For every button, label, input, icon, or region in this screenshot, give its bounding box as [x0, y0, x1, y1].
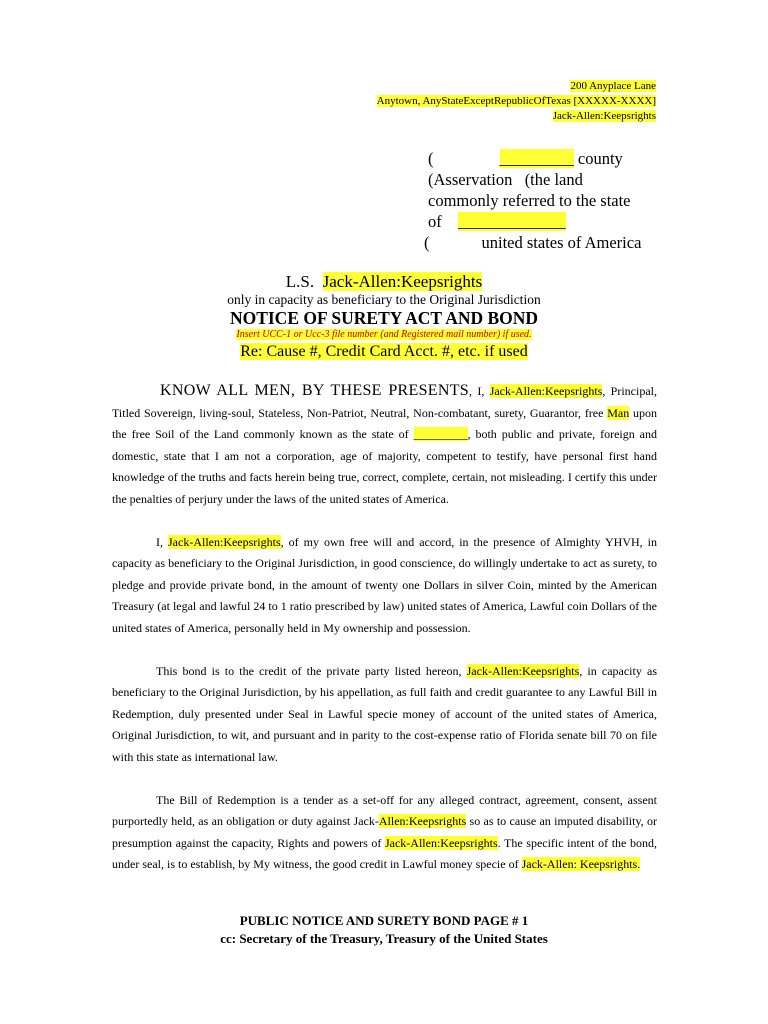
ls-name: Jack-Allen:Keepsrights [322, 272, 483, 291]
venue-asservation-line: (Asservation (the land [428, 170, 583, 189]
footer-page-label: PUBLIC NOTICE AND SURETY BOND PAGE # 1 [239, 913, 529, 928]
re-line: Re: Cause #, Credit Card Acct. #, etc. if used [240, 343, 528, 360]
venue-commonly-line: commonly referred to the state [428, 191, 631, 210]
venue-usa-line: ( united states of America [424, 233, 642, 252]
venue-state-line: of _____________ [428, 212, 566, 231]
address-line-1: 200 Anyplace Lane [570, 80, 656, 92]
paragraph-surety: I, Jack-Allen:Keepsrights, of my own free will and accord, in the presence of Almighty YHVH, in capacity as beneficiary to the Original Jurisdiction, in good conscience, do willingly undertake to act as surety, to pledge and provide private bond, in the amount of twenty one Dollars in silver Coin, minted by the American Treasury (at legal and lawful 24 to 1 ratio prescribed by law) united states of America, Lawful coin Dollars of the united states of America, personally held in My ownership and possession. [112, 534, 658, 635]
state-blank: _____________ [458, 212, 566, 231]
paragraph-know-all-men: KNOW ALL MEN, BY THESE PRESENTS, I, Jack-Allen:Keepsrights, Principal, Titled Sovereign, living-soul, Stateless, Non-Patriot, Neutral, Non-combatant, surety, Guarantor, free Man upon the free Soil of the Land commonly known as the state of _________, both public and private, foreign and domestic, state that I am not a corporation, age of majority, competent to testify, have personal first hand knowledge of the truths and facts herein being true, correct, complete, certain, not misleading. I certify this under the penalties of perjury under the laws of the united states of America. [112, 382, 658, 506]
footer-cc-line: cc: Secretary of the Treasury, Treasury of the United States [220, 931, 548, 946]
document-title: NOTICE OF SURETY ACT AND BOND [229, 308, 539, 328]
venue-block [424, 148, 668, 253]
sender-address [377, 79, 656, 124]
document-body [112, 380, 657, 897]
address-line-2: Anytown, AnyStateExceptRepublicOfTexas [XXXXX-XXXX] [376, 95, 656, 107]
page-footer [0, 912, 768, 948]
county-blank: _________ [499, 149, 574, 168]
insert-note: Insert UCC-1 or Ucc-3 file number (and Registered mail number) if used. [236, 329, 532, 340]
capacity-line: only in capacity as beneficiary to the Original Jurisdiction [227, 292, 541, 307]
paragraph-bond-credit: This bond is to the credit of the private party listed hereon, Jack-Allen:Keepsrights, in capacity as beneficiary to the Original Jurisdiction, by his appellation, as full faith and credit guarantee to any Lawful Bill in Redemption, duly presented under Seal in Lawful specie money of account of the united states of America, Original Jurisdiction, to wit, and pursuant and in parity to the cost-expense ratio of Florida senate bill 70 on file with this state as international law. [112, 663, 657, 764]
address-line-3: Jack-Allen:Keepsrights [552, 110, 656, 122]
paragraph-bill-of-redemption: The Bill of Redemption is a tender as a set-off for any alleged contract, agreement, consent, assent purportedly held, as an obligation or duty against Jack-Allen:Keepsrights so as to cause an imputed disability, or presumption against the capacity, Rights and powers of Jack-Allen:Keepsrights. The specific intent of the bond, under seal, is to establish, by My witness, the good credit in Lawful money specie of Jack-Allen: Keepsrights. [112, 792, 657, 871]
venue-county-line: ( _________ county [428, 149, 623, 168]
ls-line: L.S. Jack-Allen:Keepsrights [285, 272, 483, 291]
